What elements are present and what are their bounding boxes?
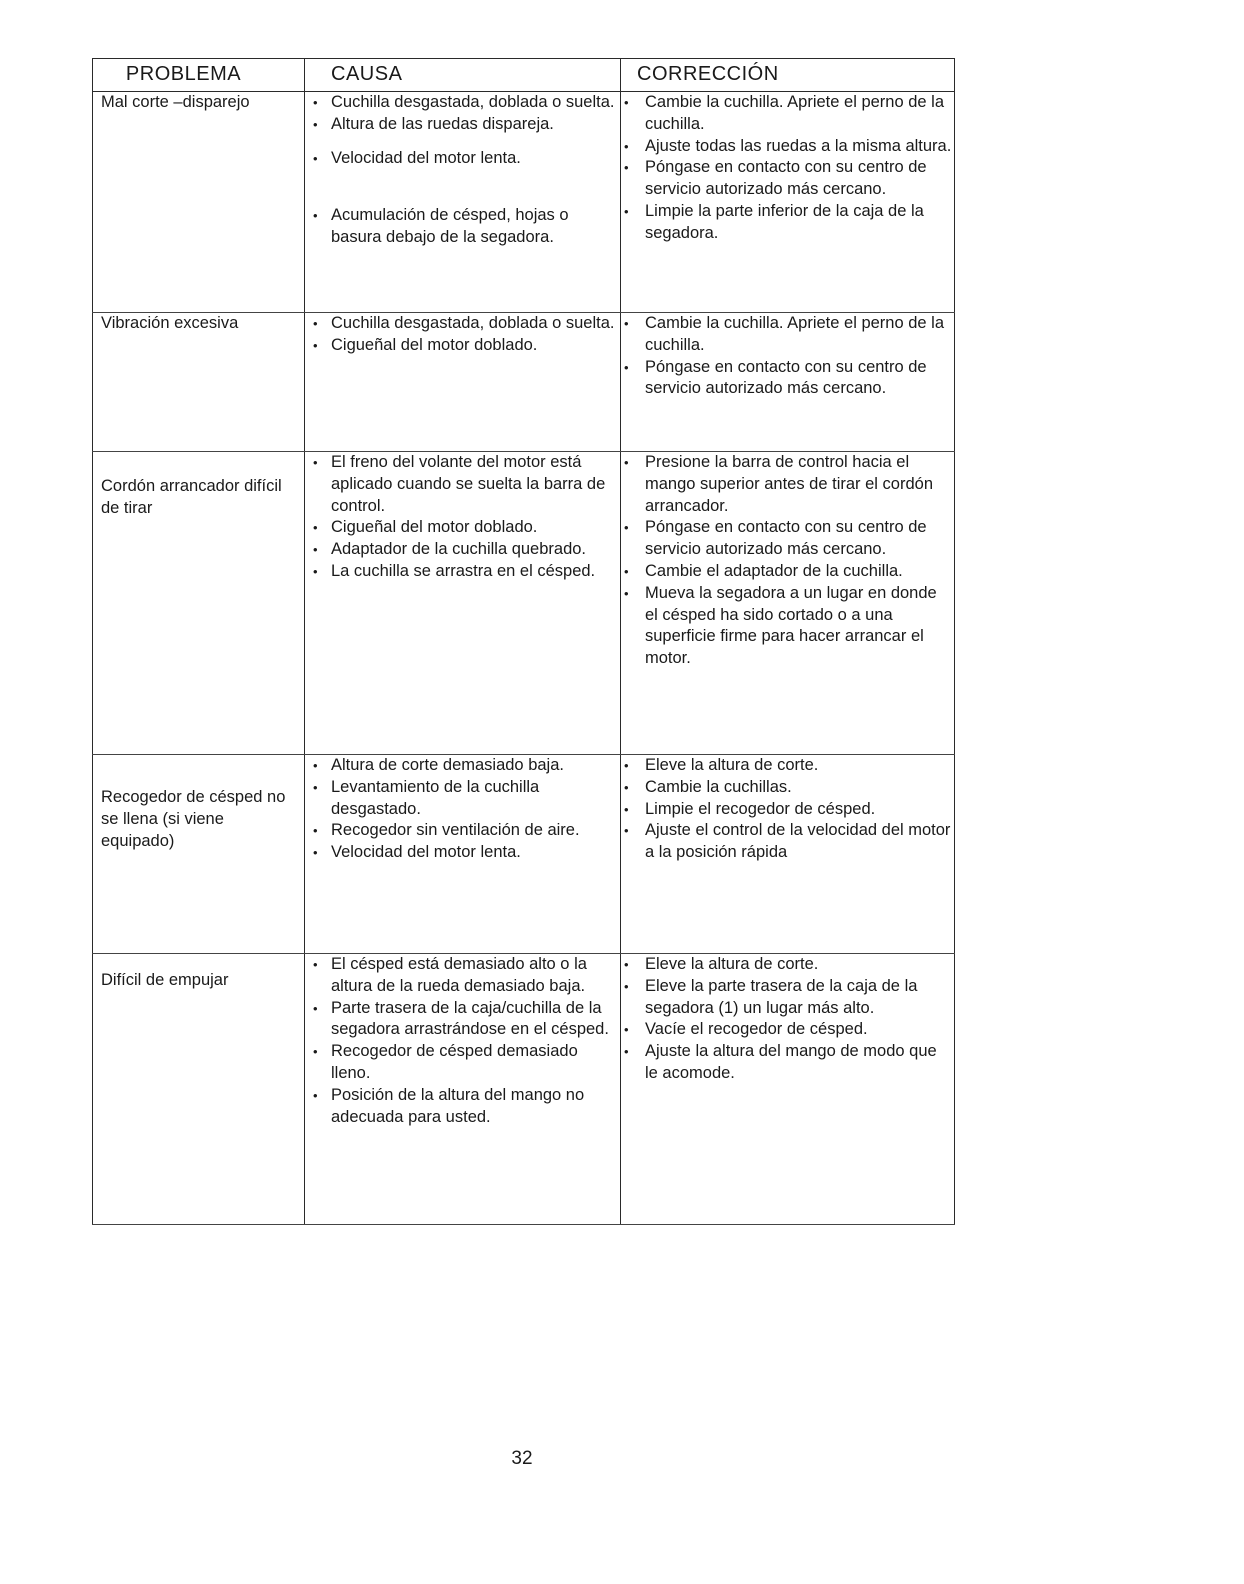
cause-item: • Recogedor de césped demasiado lleno. bbox=[305, 1041, 620, 1085]
correction-item: • Póngase en contacto con su centro de servicio autorizado más cercano. bbox=[621, 357, 954, 401]
cause-item: • Adaptador de la cuchilla quebrado. bbox=[305, 539, 620, 561]
correction-item: • Vacíe el recogedor de césped. bbox=[621, 1019, 954, 1041]
cause-item: • Cuchilla desgastada, doblada o suelta. bbox=[305, 92, 620, 114]
problem-cell bbox=[93, 452, 305, 755]
cause-item: • La cuchilla se arrastra en el césped. bbox=[305, 561, 620, 583]
troubleshooting-table bbox=[92, 58, 955, 1225]
table-row bbox=[93, 452, 955, 755]
header-cause: CAUSA bbox=[305, 59, 621, 92]
problem-text: Mal corte –disparejo bbox=[101, 93, 250, 111]
correction-item: • Limpie el recogedor de césped. bbox=[621, 799, 954, 821]
correction-item: • Póngase en contacto con su centro de servicio autorizado más cercano. bbox=[621, 517, 954, 561]
cause-cell bbox=[305, 452, 621, 755]
problem-cell bbox=[93, 755, 305, 954]
cause-item: • Parte trasera de la caja/cuchilla de la segadora arrastrándose en el césped. bbox=[305, 998, 620, 1042]
correction-item: • Limpie la parte inferior de la caja de la segadora. bbox=[621, 201, 954, 245]
cause-item: • El freno del volante del motor está aplicado cuando se suelta la barra de control. bbox=[305, 452, 620, 517]
correction-item: • Presione la barra de control hacia el mango superior antes de tirar el cordón arrancador. bbox=[621, 452, 954, 517]
correction-item: • Póngase en contacto con su centro de servicio autorizado más cercano. bbox=[621, 157, 954, 201]
cause-item: • Velocidad del motor lenta. bbox=[305, 842, 620, 864]
cause-item: • Cuchilla desgastada, doblada o suelta. bbox=[305, 313, 620, 335]
cause-cell bbox=[305, 755, 621, 954]
cause-item: • Altura de corte demasiado baja. bbox=[305, 755, 620, 777]
cause-item: • Velocidad del motor lenta. bbox=[305, 148, 620, 170]
problem-text: Recogedor de césped no se llena (si viene equipado) bbox=[101, 788, 286, 850]
correction-item: • Ajuste el control de la velocidad del motor a la posición rápida bbox=[621, 820, 954, 864]
correction-cell bbox=[621, 755, 955, 954]
correction-cell bbox=[621, 92, 955, 313]
correction-item: • Eleve la altura de corte. bbox=[621, 954, 954, 976]
cause-item: • Posición de la altura del mango no adecuada para usted. bbox=[305, 1085, 620, 1129]
header-problem: PROBLEMA bbox=[93, 59, 305, 92]
correction-cell bbox=[621, 954, 955, 1225]
problem-cell bbox=[93, 313, 305, 452]
correction-item: • Mueva la segadora a un lugar en donde el césped ha sido cortado o a una superficie firme para hacer arrancar el motor. bbox=[621, 583, 954, 670]
problem-text: Difícil de empujar bbox=[101, 971, 229, 989]
cause-item: • Altura de las ruedas dispareja. bbox=[305, 114, 620, 136]
header-correction: CORRECCIÓN bbox=[621, 59, 955, 92]
correction-item: • Eleve la altura de corte. bbox=[621, 755, 954, 777]
correction-item: • Cambie la cuchillas. bbox=[621, 777, 954, 799]
table-row bbox=[93, 755, 955, 954]
correction-cell bbox=[621, 452, 955, 755]
cause-cell bbox=[305, 92, 621, 313]
problem-cell bbox=[93, 954, 305, 1225]
correction-cell bbox=[621, 313, 955, 452]
cause-item: • El césped está demasiado alto o la altura de la rueda demasiado baja. bbox=[305, 954, 620, 998]
cause-cell bbox=[305, 954, 621, 1225]
page-number: 32 bbox=[511, 1448, 533, 1469]
correction-item: • Cambie la cuchilla. Apriete el perno de la cuchilla. bbox=[621, 92, 954, 136]
cause-item: • Acumulación de césped, hojas o basura debajo de la segadora. bbox=[305, 205, 620, 249]
problem-cell bbox=[93, 92, 305, 313]
table-header-row bbox=[93, 59, 955, 92]
table-row bbox=[93, 92, 955, 313]
correction-item: • Eleve la parte trasera de la caja de la segadora (1) un lugar más alto. bbox=[621, 976, 954, 1020]
correction-item: • Ajuste todas las ruedas a la misma altura. bbox=[621, 136, 954, 158]
table-row bbox=[93, 954, 955, 1225]
problem-text: Vibración excesiva bbox=[101, 314, 239, 332]
cause-item: • Cigueñal del motor doblado. bbox=[305, 517, 620, 539]
cause-item: • Cigueñal del motor doblado. bbox=[305, 335, 620, 357]
cause-cell bbox=[305, 313, 621, 452]
problem-text: Cordón arrancador difícil de tirar bbox=[101, 477, 282, 517]
correction-item: • Cambie la cuchilla. Apriete el perno de la cuchilla. bbox=[621, 313, 954, 357]
cause-item: • Recogedor sin ventilación de aire. bbox=[305, 820, 620, 842]
correction-item: • Cambie el adaptador de la cuchilla. bbox=[621, 561, 954, 583]
table-row bbox=[93, 313, 955, 452]
cause-item: • Levantamiento de la cuchilla desgastado. bbox=[305, 777, 620, 821]
correction-item: • Ajuste la altura del mango de modo que le acomode. bbox=[621, 1041, 954, 1085]
